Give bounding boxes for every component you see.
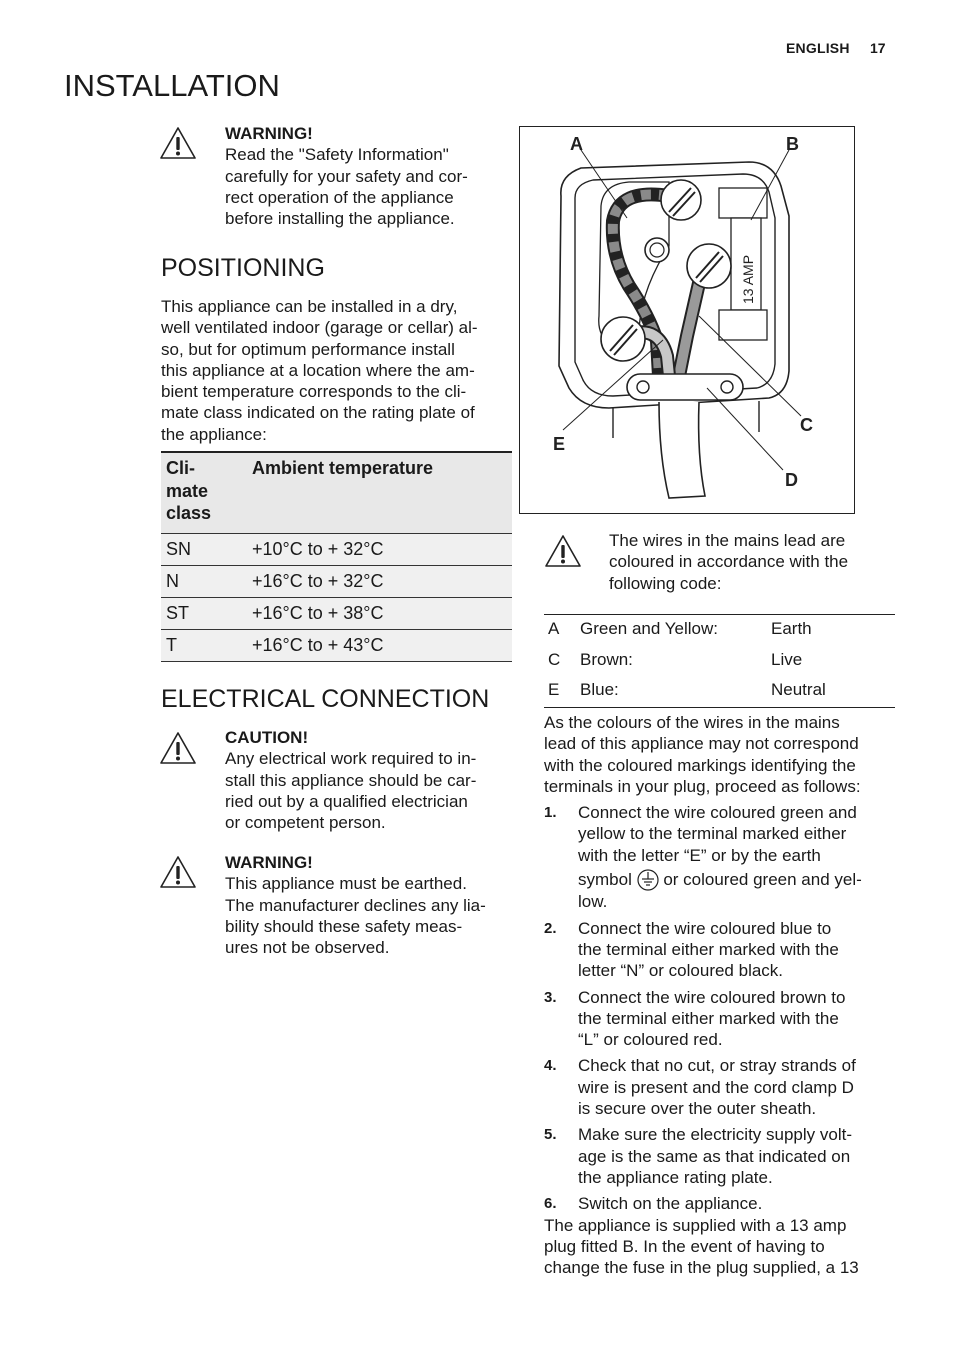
- text-line: rect operation of the appliance: [225, 187, 454, 207]
- positioning-text: [161, 296, 516, 445]
- warning-earthed: [225, 852, 515, 958]
- text-line: The wires in the mains lead are: [609, 531, 846, 550]
- wire-function: Earth: [771, 619, 812, 639]
- wire-colour-table: [544, 614, 895, 706]
- header-language: ENGLISH: [786, 40, 850, 56]
- text-line: with the coloured markings identifying the: [544, 755, 856, 775]
- caution-block: [225, 727, 515, 833]
- text-line: this appliance at a location where the am-: [161, 360, 475, 380]
- table-row: [161, 565, 512, 597]
- table-cell-temp: +16°C to + 32°C: [247, 565, 512, 597]
- page-number: 17: [870, 40, 886, 56]
- text-line: bility should these safety meas-: [225, 916, 463, 936]
- list-item: 1. Connect the wire coloured green and yellow to the terminal marked either with the letter “E” or by the earth symbol or coloured green and yel- low.: [544, 803, 862, 912]
- wire-letter: E: [548, 680, 560, 700]
- text-line: This appliance can be installed in a dry,: [161, 297, 458, 316]
- earth-symbol-icon: [637, 869, 659, 891]
- table-row: [544, 614, 895, 645]
- caution-heading: CAUTION!: [225, 728, 309, 747]
- caution-icon: [159, 731, 197, 765]
- text-line: or competent person.: [225, 813, 386, 833]
- wire-colour: Brown:: [580, 649, 633, 669]
- table-cell-class: SN: [161, 533, 247, 565]
- text-line: well ventilated indoor (garage or cellar) al-: [161, 318, 478, 338]
- list-item: 6. Switch on the appliance.: [544, 1194, 763, 1214]
- page-title: INSTALLATION: [64, 68, 280, 103]
- table-header-row: [161, 452, 512, 533]
- warning-icon: [159, 126, 197, 160]
- label-e: E: [553, 434, 566, 454]
- table-header-climate-class: Cli- mate class: [161, 452, 247, 533]
- list-item: 5. Make sure the electricity supply volt- age is the same as that indicated on the appliance rating plate.: [544, 1125, 852, 1187]
- table-row: [544, 645, 895, 676]
- table-row: [161, 533, 512, 565]
- closing-text: [544, 1215, 896, 1279]
- warning-heading: WARNING!: [225, 853, 313, 872]
- table-cell-class: T: [161, 629, 247, 661]
- section-heading-positioning: POSITIONING: [161, 254, 325, 282]
- wire-colour: Blue:: [580, 680, 619, 700]
- text-line: The appliance is supplied with a 13 amp: [544, 1215, 847, 1235]
- label-a: A: [570, 134, 583, 154]
- wire-function: Live: [771, 649, 803, 669]
- wires-note: [609, 530, 899, 594]
- text-line: carefully for your safety and cor-: [225, 166, 468, 186]
- text-line: stall this appliance should be car-: [225, 770, 477, 790]
- divider: [544, 707, 895, 708]
- text-line: following code:: [609, 573, 722, 593]
- table-row: [544, 675, 895, 706]
- climate-class-table: [161, 451, 512, 662]
- wiring-intro: [544, 712, 900, 797]
- text-line: The manufacturer declines any lia-: [225, 895, 486, 915]
- text-line: mate class indicated on the rating plate of: [161, 403, 475, 423]
- text-line: the appliance:: [161, 424, 267, 444]
- table-cell-class: ST: [161, 597, 247, 629]
- table-header-ambient-temperature: Ambient temperature: [247, 452, 512, 533]
- text-line: Read the "Safety Information": [225, 145, 449, 165]
- text-line: Any electrical work required to in-: [225, 749, 477, 769]
- table-cell-temp: +10°C to + 32°C: [247, 533, 512, 565]
- text-line: so, but for optimum performance install: [161, 339, 455, 359]
- warning-icon: [159, 855, 197, 889]
- live-terminal-screw: [687, 244, 731, 288]
- wire-letter: C: [548, 649, 561, 669]
- text-line: lead of this appliance may not correspond: [544, 734, 859, 754]
- fuse-label: 13 AMP: [740, 254, 756, 304]
- text-line: before installing the appliance.: [225, 209, 455, 229]
- list-item: 2. Connect the wire coloured blue to the terminal either marked with the letter “N” or coloured black.: [544, 918, 839, 981]
- label-d: D: [785, 470, 798, 490]
- plug-wiring-diagram: [519, 126, 855, 514]
- text-line: ures not be observed.: [225, 938, 390, 958]
- wiring-steps-list: [544, 802, 896, 1278]
- list-item: 4. Check that no cut, or stray strands of wire is present and the cord clamp D is secure over the outer sheath.: [544, 1056, 856, 1119]
- text-line: As the colours of the wires in the mains: [544, 713, 840, 732]
- text-line: change the fuse in the plug supplied, a 13: [544, 1258, 859, 1278]
- table-row: [161, 597, 512, 629]
- list-item: 3. Connect the wire coloured brown to the terminal either marked with the “L” or coloured red.: [544, 987, 846, 1050]
- table-row: [161, 629, 512, 661]
- text-line: terminals in your plug, proceed as follows:: [544, 776, 861, 796]
- text-line: This appliance must be earthed.: [225, 874, 467, 894]
- table-cell-temp: +16°C to + 38°C: [247, 597, 512, 629]
- wire-letter: A: [548, 619, 560, 639]
- wire-colour: Green and Yellow:: [580, 619, 718, 639]
- text-line: bient temperature corresponds to the cli-: [161, 382, 467, 402]
- warning-installation: [225, 123, 515, 229]
- earth-terminal-screw: [661, 180, 701, 220]
- neutral-terminal-screw: [601, 317, 645, 361]
- table-cell-temp: +16°C to + 43°C: [247, 629, 512, 661]
- label-c: C: [800, 415, 813, 435]
- text-line: coloured in accordance with the: [609, 552, 849, 572]
- text-line: plug fitted B. In the event of having to: [544, 1236, 825, 1256]
- text-line: ried out by a qualified electrician: [225, 791, 468, 811]
- table-cell-class: N: [161, 565, 247, 597]
- label-b: B: [786, 134, 799, 154]
- section-heading-electrical: ELECTRICAL CONNECTION: [161, 685, 490, 713]
- warning-heading: WARNING!: [225, 124, 313, 143]
- wire-function: Neutral: [771, 680, 826, 700]
- warning-icon: [544, 534, 582, 568]
